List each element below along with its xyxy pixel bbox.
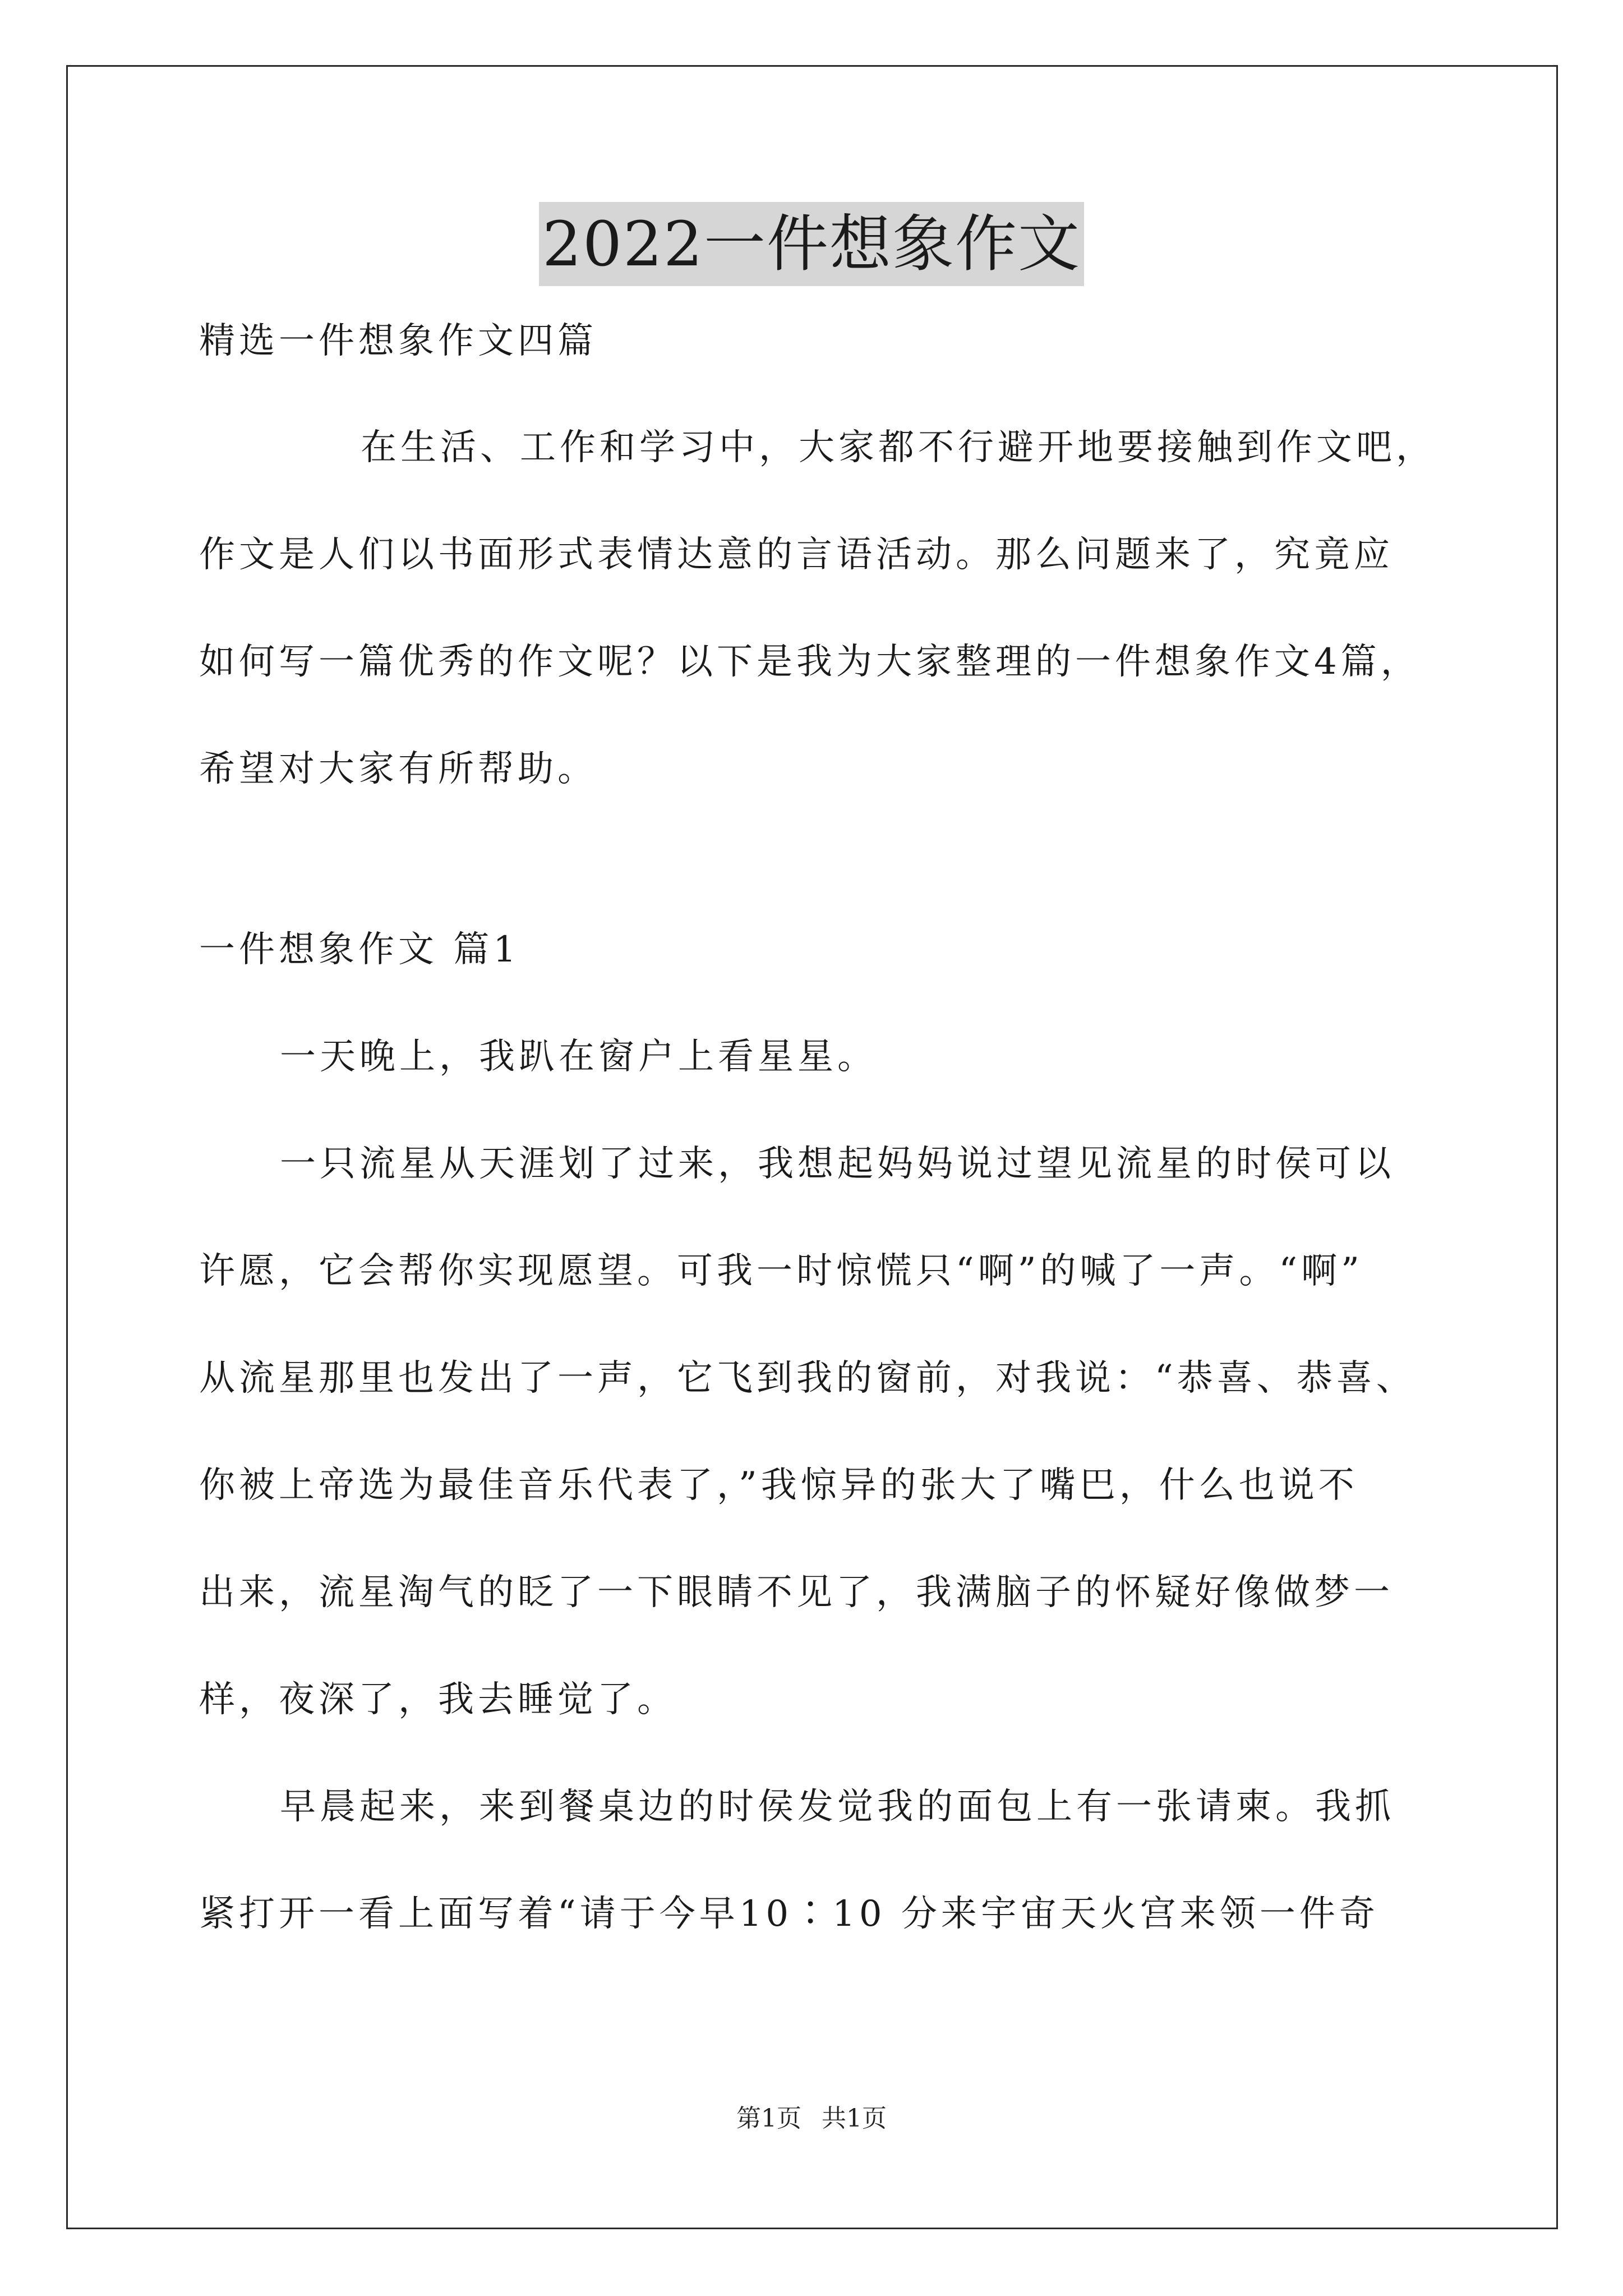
page-footer	[0, 2098, 1623, 2134]
body-line: 出来，流星淘气的眨了一下眼睛不见了，我满脑子的怀疑好像做梦一	[199, 1572, 1394, 1613]
intro-line: 如何写一篇优秀的作文呢？以下是我为大家整理的一件想象作文4篇，	[199, 641, 1421, 683]
body-line: 早晨起来，来到餐桌边的时侯发觉我的面包上有一张请柬。我抓	[280, 1786, 1395, 1828]
document-title: 2022一件想象作文	[539, 202, 1084, 286]
intro-line: 希望对大家有所帮助。	[199, 748, 597, 790]
section-heading: 一件想象作文 篇1	[199, 929, 520, 970]
body-line: 你被上帝选为最佳音乐代表了，”我惊异的张大了嘴巴，什么也说不	[199, 1465, 1358, 1506]
body-line: 紧打开一看上面写着“请于今早10∶10 分来宇宙天火宫来领一件奇	[199, 1893, 1379, 1935]
body-line: 从流星那里也发出了一声，它飞到我的窗前，对我说：“恭喜、恭喜、	[199, 1358, 1416, 1399]
page-total: 共1页	[822, 2104, 887, 2133]
intro-line: 作文是人们以书面形式表情达意的言语活动。那么问题来了，究竟应	[199, 534, 1394, 576]
body-line: 一天晚上，我趴在窗户上看星星。	[280, 1036, 877, 1078]
document-body	[199, 314, 1461, 1941]
body-line: 许愿，它会帮你实现愿望。可我一时惊慌只“啊”的喊了一声。“啊”	[199, 1250, 1363, 1292]
body-line: 样，夜深了，我去睡觉了。	[199, 1679, 677, 1720]
page-number: 第1页	[736, 2104, 801, 2133]
title-container	[0, 202, 1623, 286]
body-line: 一只流星从天涯划了过来，我想起妈妈说过望见流星的时侯可以	[280, 1143, 1395, 1185]
subtitle: 精选一件想象作文四篇	[199, 320, 597, 362]
intro-line: 在生活、工作和学习中，大家都不行避开地要接触到作文吧，	[361, 427, 1436, 468]
